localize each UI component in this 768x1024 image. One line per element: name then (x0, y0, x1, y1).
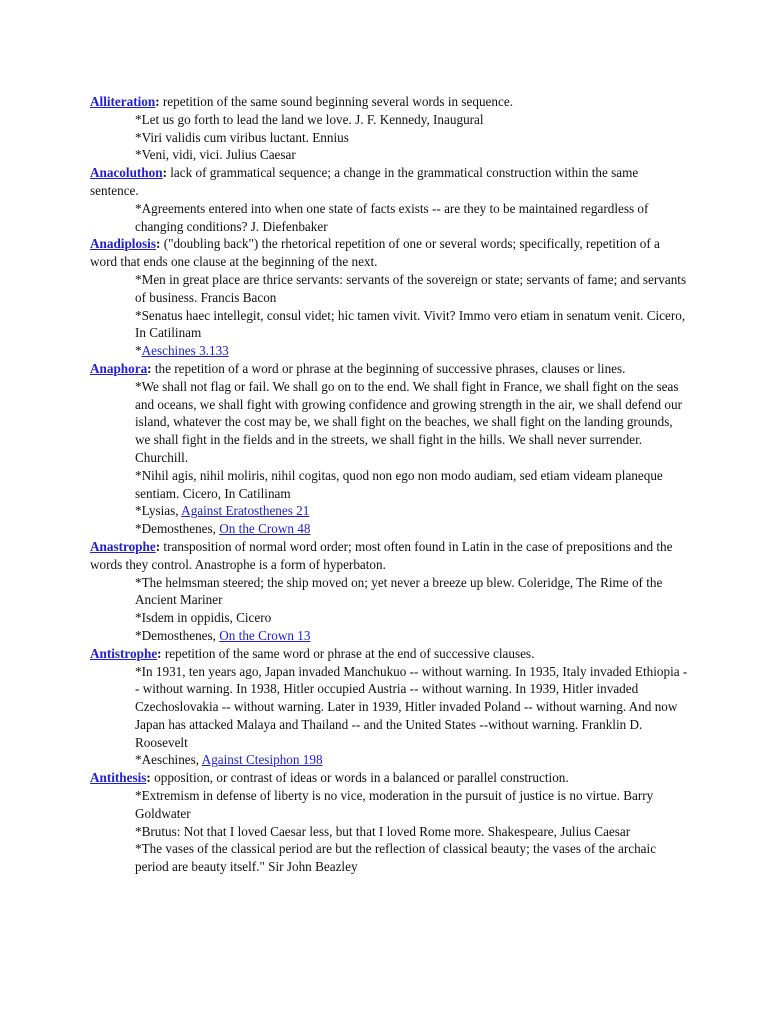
term-entry: Antistrophe: repetition of the same word or phrase at the end of successive clauses. (90, 645, 535, 661)
example-line: *Brutus: Not that I loved Caesar less, but that I loved Rome more. Shakespeare, Julius Caesar (135, 823, 631, 839)
example-line: *Isdem in oppidis, Cicero (135, 610, 272, 626)
example-line: *Extremism in defense of liberty is no vice, moderation in the pursuit of justice is no virtue. Barry Goldwater (135, 788, 654, 821)
term-entry: Anaphora: the repetition of a word or phrase at the beginning of successive phrases, clauses or lines. (90, 360, 626, 376)
term-link[interactable]: Anaphora (90, 360, 148, 376)
term-definition: lack of grammatical sequence; a change in the grammatical construction within the same sentence. (90, 165, 639, 198)
term-link[interactable]: Antithesis (90, 770, 147, 786)
example-line: *Lysias, Against Eratosthenes 21 (135, 503, 310, 519)
term-definition: repetition of the same sound beginning several words in sequence. (162, 94, 514, 109)
example-line: *The vases of the classical period are but the reflection of classical beauty; the vases of the archaic period are beauty itself." Sir John Beazley (135, 841, 657, 875)
example-line: *Viri validis cum viribus luctant. Ennius (135, 129, 349, 145)
term-link[interactable]: Anastrophe (90, 538, 156, 554)
term-definition: repetition of the same word or phrase at the end of successive clauses. (164, 645, 535, 661)
term-definition: ("doubling back") the rhetorical repetition of one or several words; specifically, repetition of a word that ends one clause at the beginning of the next. (90, 236, 660, 270)
example-line: *In 1931, ten years ago, Japan invaded Manchukuo -- without warning. In 1935, Italy invaded Ethiopia -- without warning. In 1938, Hitler occupied Austria -- without warning. In 1939, Hitler invaded Czechoslovakia -- without warning. Later in 1939, Hitler invaded Poland -- without warning. And now Japan has attacked Malaya and Thailand -- and the United States --without warning. Franklin D. Roosevelt (135, 663, 688, 750)
source-link[interactable]: On the Crown 48 (219, 521, 311, 537)
example-line: *Senatus haec intellegit, consul videt; hic tamen vivit. Vivit? Immo vero etiam in senatum venit. Cicero, In Catilinam (135, 307, 686, 341)
example-line: *Demosthenes, On the Crown 13 (135, 627, 311, 643)
example-line: *Nihil agis, nihil moliris, nihil cogitas, quod non ego non modo audiam, sed etiam videam planeque sentiam. Cicero, In Catilinam (135, 467, 663, 501)
term-definition: transposition of normal word order; most often found in Latin in the case of prepositions and the words they control. Anastrophe is a form of hyperbaton. (90, 538, 673, 572)
term-link[interactable]: Anacoluthon (90, 165, 163, 181)
source-link[interactable]: Aeschines 3.133 (141, 343, 229, 359)
source-link[interactable]: Against Eratosthenes 21 (181, 503, 310, 519)
term-entry: Antithesis: opposition, or contrast of ideas or words in a balanced or parallel construction. (90, 770, 569, 786)
term-link[interactable]: Anadiplosis (90, 236, 156, 252)
example-line: *Veni, vidi, vici. Julius Caesar (135, 147, 296, 163)
term-entry: Anadiplosis: ("doubling back") the rhetorical repetition of one or several words; specifically, repetition of a word that ends one clause at the beginning of the next. (90, 236, 660, 270)
source-link[interactable]: Against Ctesiphon 198 (201, 752, 323, 768)
term-definition: the repetition of a word or phrase at the beginning of successive phrases, clauses or lines. (154, 360, 626, 376)
term-entry: Anacoluthon: lack of grammatical sequence; a change in the grammatical construction within the same sentence. (90, 165, 639, 198)
term-definition: opposition, or contrast of ideas or words in a balanced or parallel construction. (154, 770, 569, 786)
example-line: *Aeschines 3.133 (135, 343, 229, 359)
example-line: *Aeschines, Against Ctesiphon 198 (135, 752, 323, 768)
source-link[interactable]: On the Crown 13 (219, 627, 311, 643)
example-line: *Men in great place are thrice servants: servants of the sovereign or state; servants of fame; and servants of business. Francis Bacon (135, 271, 687, 305)
example-line: *Agreements entered into when one state of facts exists -- are they to be maintained regardless of changing conditions? J. Diefenbaker (135, 200, 649, 234)
example-line: *We shall not flag or fail. We shall go on to the end. We shall fight in France, we shall fight on the seas and oceans, we shall fight with growing confidence and growing strength in the air, we shall defend our island, whatever the cost may be, we shall fight on the beaches, we shall fight on the landing grounds, we shall fight in the fields and in the streets, we shall fight in the hills. We shall never surrender. Churchill. (135, 378, 682, 465)
term-link[interactable]: Antistrophe (90, 645, 158, 661)
term-entry: Alliteration: repetition of the same sound beginning several words in sequence. (90, 94, 514, 109)
example-line: *Demosthenes, On the Crown 48 (135, 521, 311, 537)
term-link[interactable]: Alliteration (90, 94, 156, 109)
term-entry: Anastrophe: transposition of normal word order; most often found in Latin in the case of prepositions and the words they control. Anastrophe is a form of hyperbaton. (90, 538, 673, 572)
example-line: *Let us go forth to lead the land we love. J. F. Kennedy, Inaugural (135, 111, 484, 127)
example-line: *The helmsman steered; the ship moved on; yet never a breeze up blew. Coleridge, The Rime of the Ancient Mariner (135, 574, 663, 608)
